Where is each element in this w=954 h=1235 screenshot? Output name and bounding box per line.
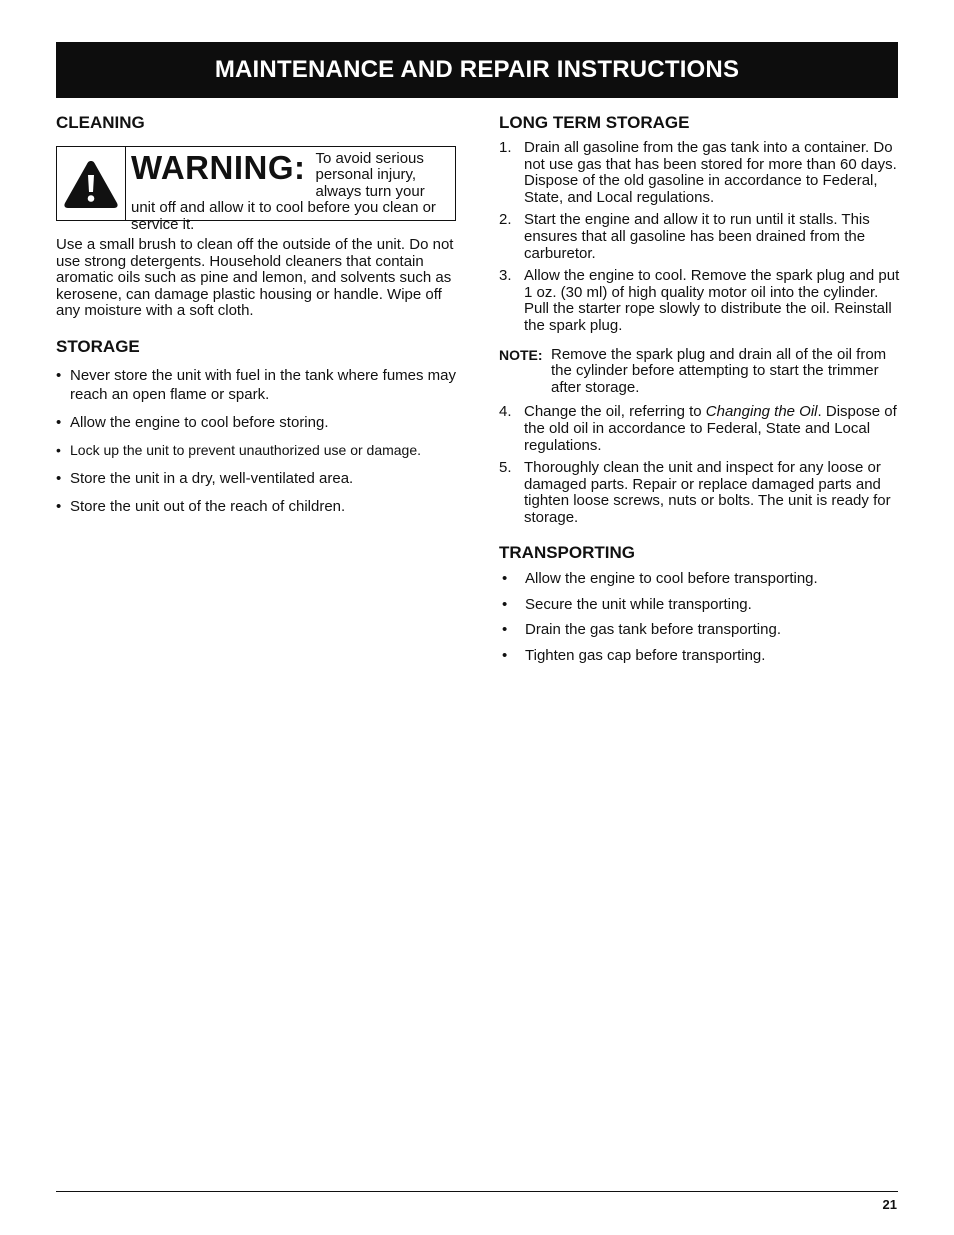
list-item: • Tighten gas cap before transporting. xyxy=(499,647,901,665)
list-item: • Drain the gas tank before transporting. xyxy=(499,621,901,639)
step-number: 1. xyxy=(499,139,512,156)
list-item: • Store the unit out of the reach of children. xyxy=(56,497,456,516)
right-column xyxy=(499,112,901,672)
long-term-storage-steps xyxy=(499,140,901,335)
list-item xyxy=(499,212,901,262)
step-text: Start the engine and allow it to run until it stalls. This ensures that all gasoline has been drained from the carburetor. xyxy=(524,211,870,262)
list-item xyxy=(499,140,901,206)
warning-label: WARNING: xyxy=(131,149,306,186)
step-text-pre: Change the oil, referring to xyxy=(524,403,706,421)
step-text: Allow the engine to cool. Remove the spark plug and put 1 oz. (30 ml) of high quality motor oil into the cylinder. Pull the starter rope slowly to distribute the oil. Reinstall the spark plug. xyxy=(524,267,900,334)
transporting-heading: TRANSPORTING xyxy=(499,543,635,563)
storage-list xyxy=(56,366,456,516)
list-item xyxy=(499,404,901,454)
cleaning-heading: CLEANING xyxy=(56,113,145,132)
step-number: 4. xyxy=(499,403,512,421)
long-term-storage-steps-continued xyxy=(499,404,901,526)
page-number: 21 xyxy=(882,1197,897,1212)
transporting-list xyxy=(499,570,901,665)
page-header-banner xyxy=(56,42,898,98)
step-text-post: . Dispose of the old oil in accordance to Federal, State and Local regulations. xyxy=(524,403,897,454)
warning-triangle-icon xyxy=(63,159,119,209)
list-item: • Store the unit in a dry, well-ventilated area. xyxy=(56,469,456,488)
list-item: • Allow the engine to cool before storing. xyxy=(56,413,456,432)
note-block xyxy=(499,347,901,397)
list-item: • Lock up the unit to prevent unauthorized use or damage. xyxy=(56,441,456,460)
warning-text-block xyxy=(126,147,455,233)
step-number: 5. xyxy=(499,459,512,477)
warning-box xyxy=(56,146,456,233)
warning-message: To avoid serious personal injury, always turn your unit off and allow it to cool before you clean or service it. xyxy=(131,150,436,233)
cleaning-paragraph: Use a small brush to clean off the outside of the unit. Do not use strong detergents. Household cleaners that contain aromatic oils such as pine and lemon, and solvents such as kerosene, can damage plastic housing or handle. Wipe off any moisture with a soft cloth. xyxy=(56,236,454,320)
note-text: Remove the spark plug and drain all of the oil from the cylinder before attempting to start the trimmer after storage. xyxy=(551,345,887,396)
step-text: Drain all gasoline from the gas tank into a container. Do not use gas that has been stored for more than 60 days. Dispose of the old gasoline in accordance to Federal, State, and Local regulations. xyxy=(524,139,897,206)
left-column xyxy=(56,112,456,525)
page-title: MAINTENANCE AND REPAIR INSTRUCTIONS xyxy=(214,56,740,83)
list-item: • Secure the unit while transporting. xyxy=(499,596,901,614)
warning-icon-cell xyxy=(57,147,126,220)
changing-oil-reference: Changing the Oil xyxy=(705,403,818,421)
footer-divider xyxy=(56,1191,898,1192)
note-label: NOTE: xyxy=(499,346,543,363)
list-item: • Allow the engine to cool before transporting. xyxy=(499,570,901,588)
storage-heading: STORAGE xyxy=(56,336,140,356)
step-text: Thoroughly clean the unit and inspect for any loose or damaged parts. Repair or replace damaged parts and tighten loose screws, nuts or bolts. The unit is ready for storage. xyxy=(524,459,891,526)
list-item: • Never store the unit with fuel in the tank where fumes may reach an open flame or spark. xyxy=(56,366,456,404)
list-item xyxy=(499,460,901,526)
step-number: 3. xyxy=(499,267,512,285)
list-item xyxy=(499,268,901,334)
step-number: 2. xyxy=(499,211,512,229)
long-term-storage-heading: LONG TERM STORAGE xyxy=(499,113,690,132)
